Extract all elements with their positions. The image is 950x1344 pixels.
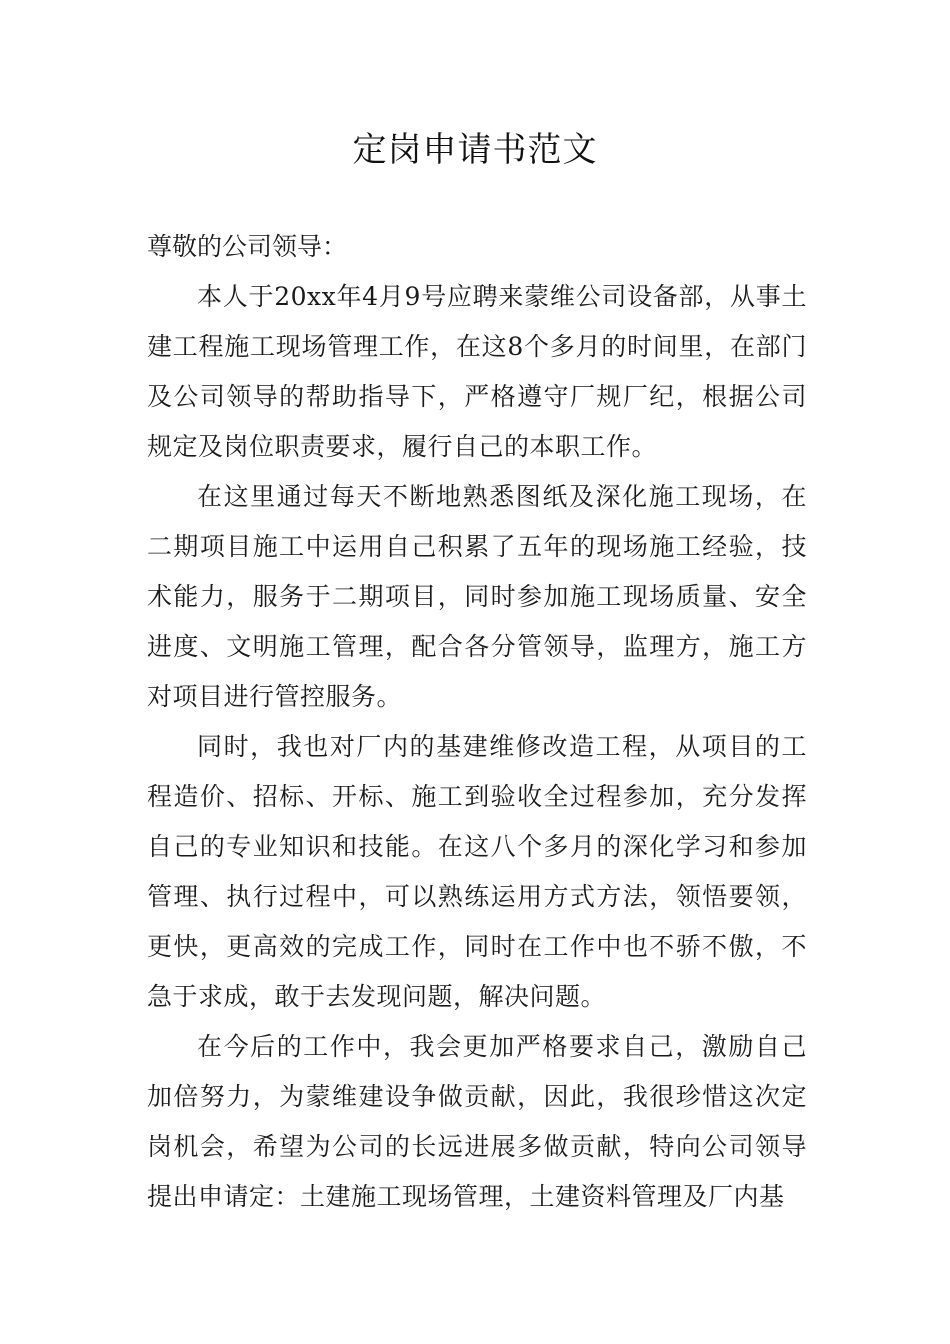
document-title: 定岗申请书范文 (352, 130, 598, 170)
salutation: 尊敬的公司领导： (147, 232, 348, 261)
paragraph-2: 在这里通过每天不断地熟悉图纸及深化施工现场，在二期项目施工中运用自己积累了五年的现场施工经验，技术能力，服务于二期项目，同时参加施工现场质量、安全进度、文明施工管理，配合各分管领导，监理方，施工方对项目进行管控服务。 (147, 482, 807, 711)
paragraph-1: 本人于20xx年4月9号应聘来蒙维公司设备部，从事土建工程施工现场管理工作，在这8个多月的时间里，在部门及公司领导的帮助指导下，严格遵守厂规厂纪，根据公司规定及岗位职责要求，履行自己的本职工作。 (147, 282, 807, 461)
paragraph-4: 在今后的工作中，我会更加严格要求自己，激励自己加倍努力，为蒙维建设争做贡献，因此，我很珍惜这次定岗机会，希望为公司的长远进展多做贡献，特向公司领导提出申请定：土建施工现场管理，土建资料管理及厂内基 (147, 1032, 807, 1211)
paragraph-3: 同时，我也对厂内的基建维修改造工程，从项目的工程造价、招标、开标、施工到验收全过程参加，充分发挥自己的专业知识和技能。在这八个多月的深化学习和参加管理、执行过程中，可以熟练运用方式方法，领悟要领，更快，更高效的完成工作，同时在工作中也不骄不傲，不急于求成，敢于去发现问题，解决问题。 (147, 732, 807, 1011)
document-body (147, 222, 807, 1222)
